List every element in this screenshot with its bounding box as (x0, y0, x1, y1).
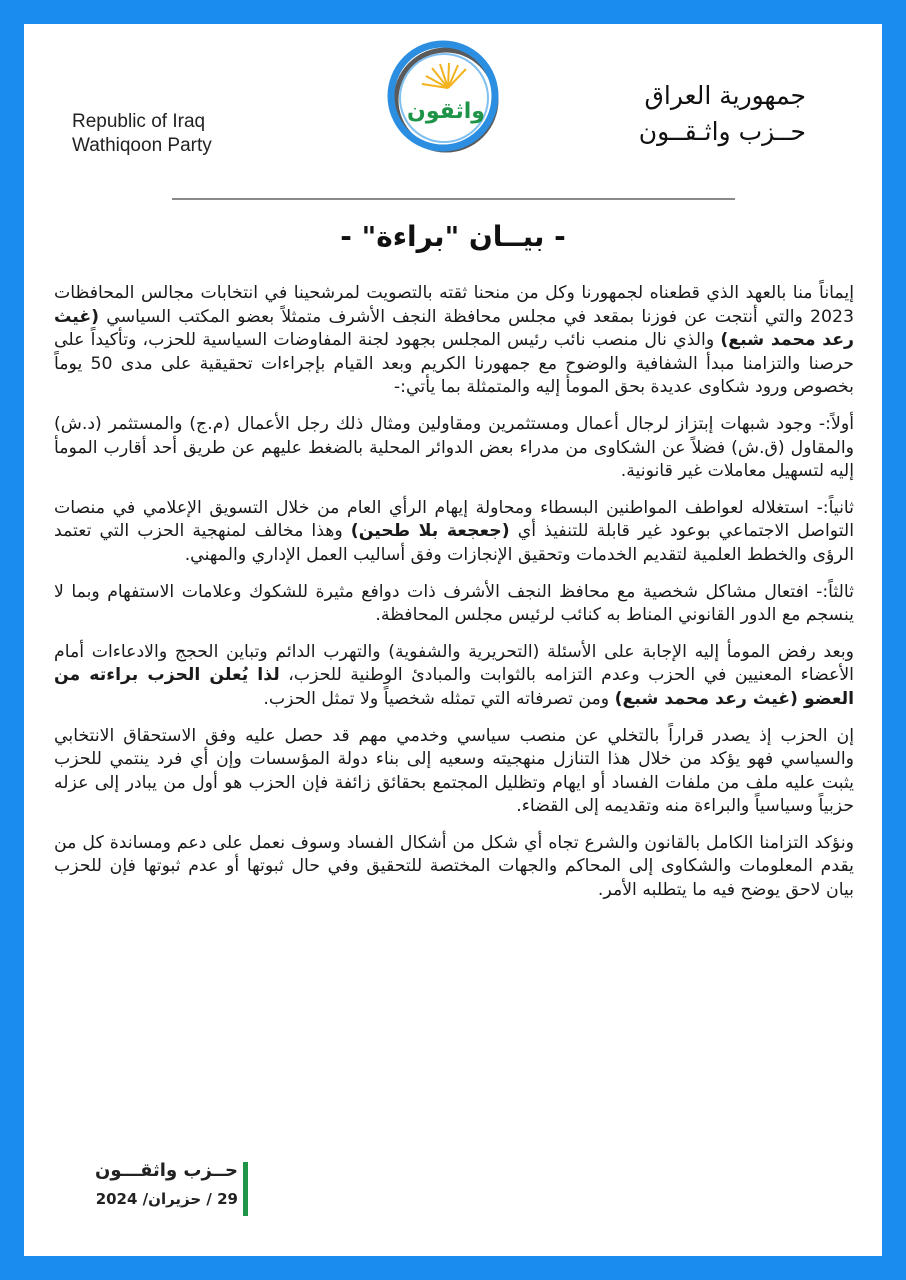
svg-text:واثقون: واثقون (407, 99, 485, 124)
arabic-header (639, 78, 806, 150)
signature-name: حــزب واثقـــون (94, 1160, 238, 1181)
paragraph-intro: إيماناً منا بالعهد الذي قطعناه لجمهورنا وكل من منحنا ثقته بالتصويت لمرشحينا في انتخابات مجالس المحافظات 2023 والتي أنتجت عن فوزنا بمقعد في مجلس محافظة النجف الأشرف متمثلاً بعضو المكتب السياسي (غيث رعد محمد شبع) والذي نال منصب نائب رئيس المجلس بجهود لجنة المفاوضات السياسية للحزب، وتأكيداً على حرصنا والتزامنا مبدأ الشفافية والوضوح مع جمهورنا الكريم وبعد القيام بإجراءات تحقيقية على مدى 50 يوماً بخصوص ورود شكاوى عديدة بحق المومأ إليه والمتمثلة بما يأتي:- (54, 283, 854, 398)
paragraph-third: ثالثاً:- افتعال مشاكل شخصية مع محافظ النجف الأشرف ذات دوافع مثيرة للشكوك وعلامات الاستفهام وبما لا ينسجم مع الدور القانوني المناط به كنائب لرئيس مجلس المحافظة. (54, 581, 854, 626)
statement-body (54, 282, 854, 916)
header-party-en: Wathiqoon Party (72, 135, 212, 156)
party-logo-icon (386, 38, 506, 158)
paragraph-first: أولاً:- وجود شبهات إبتزاز لرجال أعمال ومستثمرين ومقاولين ومثال ذلك رجل الأعمال (م.ج) والمستثمر (د.ش) والمقاول (ق.ش) فضلاً عن الشكاوى من مدراء بعض الدوائر المحلية بالضغط عليهم عن طريق أحد أقارب المومأ إليه لتسهيل معاملات غير قانونية. (54, 413, 854, 482)
signature-block (54, 1160, 284, 1220)
statement-title: - بيــان "براءة" - (340, 220, 566, 253)
header-divider (172, 198, 735, 200)
paragraph-decision: وبعد رفض المومأ إليه الإجابة على الأسئلة (التحريرية والشفوية) والتهرب الدائم وتباين الحجج والادعاءات أمام الأعضاء المعنيين في الحزب وعدم التزامه بالثوابت والمبادئ الوطنية للحزب، لذا يُعلن الحزب براءته من العضو (غيث رعد محمد شبع) ومن تصرفاته التي تمثله شخصياً ولا تمثل الحزب. (54, 641, 854, 709)
signature-date: 29 / حزيران/ 2024 (95, 1190, 238, 1208)
paragraph-commitment: ونؤكد التزامنا الكامل بالقانون والشرع تجاه أي شكل من أشكال الفساد وسوف نعمل على دعم ومساندة كل من يقدم المعلومات والشكاوى إلى المحاكم والجهات المختصة للتحقيق وفي حال ثبوتها أو عدم ثبوتها فإن للحزب بيان لاحق يوضح فيه ما يتطلبه الأمر. (54, 832, 854, 901)
english-header (72, 110, 212, 158)
header-country-ar: جمهورية العراق (644, 81, 806, 110)
header-country-en: Republic of Iraq (72, 111, 206, 132)
paragraph-second: ثانياً:- استغلاله لعواطف المواطنين البسطاء ومحاولة إيهام الرأي العام من خلال التسويق الإعلامي في منصات التواصل الاجتماعي بوعود غير قابلة للتنفيذ أي (جعجعة بلا طحين) وهذا مخالف لمنهجية الحزب التي تعتمد الرؤى والخطط العلمية لتقديم الخدمات وتحقيق الإنجازات وفق أساليب العمل الإداري والمهني. (54, 497, 854, 565)
signature-accent-bar (243, 1162, 248, 1216)
paragraph-position: إن الحزب إذ يصدر قراراً بالتخلي عن منصب سياسي وخدمي مهم قد حصل عليه وفق الاستحقاق الانتخابي والسياسي فهو يؤكد من خلال هذا التنازل منهجيته وسعيه إلى بناء دولة المؤسسات وإن أي فرد ينتمي للحزب يثبت عليه ملف من ملفات الفساد أو ايهام وتظليل المجتمع بحقائق زائفة فإن الحزب هو أول من يبادر إلى عزله حزبياً وسياسياً والبراءة منه وتقديمه إلى القضاء. (54, 725, 854, 817)
header-party-ar: حــزب واثـقــون (638, 117, 806, 146)
document-page (24, 24, 882, 1256)
